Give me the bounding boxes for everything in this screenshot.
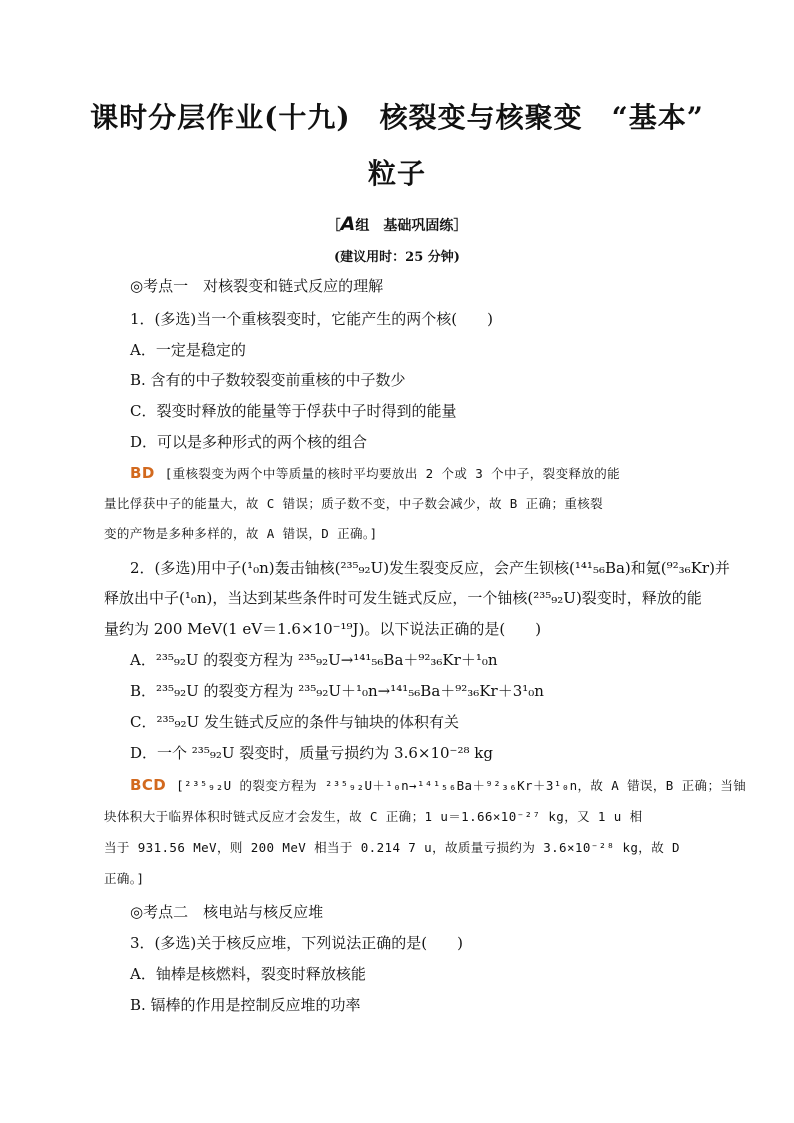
- question-1-answer: [130, 463, 620, 484]
- question-1-explanation-line3: 变的产物是多种多样的，故 A 错误，D 正确。]: [104, 526, 378, 541]
- question-1-option-d: D．可以是多种形式的两个核的组合: [130, 433, 368, 451]
- question-2-stem-line2: 释放出中子(¹₀n)，当达到某些条件时可发生链式反应，一个铀核(²³⁵₉₂U)裂变时，释放的能: [104, 589, 702, 607]
- section-heading-1: ◎考点一 对核裂变和链式反应的理解: [130, 277, 384, 295]
- question-2-option-b: B．²³⁵₉₂U 的裂变方程为 ²³⁵₉₂U＋¹₀n→¹⁴¹₅₆Ba＋⁹²₃₆Kr＋3¹₀n: [130, 682, 544, 700]
- question-2-option-d: D．一个 ²³⁵₉₂U 裂变时，质量亏损约为 3.6×10⁻²⁸ kg: [130, 744, 493, 762]
- question-1-option-a: A．一定是稳定的: [130, 341, 246, 359]
- question-2-explanation-line2: 块体积大于临界体积时链式反应才会发生，故 C 正确；1 u＝1.66×10⁻²⁷ kg，又 1 u 相: [104, 809, 643, 824]
- suggested-time: (建议用时：25 分钟): [334, 250, 460, 265]
- question-1-option-b: B. 含有的中子数较裂变前重核的中子数少: [130, 371, 406, 389]
- question-2-explanation-line1: [²³⁵₉₂U 的裂变方程为 ²³⁵₉₂U＋¹₀n→¹⁴¹₅₆Ba＋⁹²₃₆Kr＋3¹₀n，故 A 错误，B 正确；当铀: [176, 778, 747, 793]
- question-2-answer-letters: BCD: [130, 776, 167, 794]
- question-1-explanation-line1: [重核裂变为两个中等质量的核时平均要放出 2 个或 3 个中子，裂变释放的能: [164, 466, 621, 481]
- question-1-option-c: C．裂变时释放的能量等于俘获中子时得到的能量: [130, 402, 457, 420]
- question-2-stem-line3: 量约为 200 MeV(1 eV＝1.6×10⁻¹⁹J)。以下说法正确的是( ): [104, 620, 542, 638]
- question-2-option-c: C．²³⁵₉₂U 发生链式反应的条件与铀块的体积有关: [130, 713, 459, 731]
- question-2-explanation-line3: 当于 931.56 MeV，则 200 MeV 相当于 0.214 7 u，故质量亏损约为 3.6×10⁻²⁸ kg，故 D: [104, 840, 680, 855]
- question-3-stem: 3．(多选)关于核反应堆，下列说法正确的是( ): [130, 934, 463, 952]
- page-title-line2: 粒子: [367, 157, 426, 190]
- question-2-explanation-line4: 正确。]: [104, 871, 145, 886]
- question-1-answer-letters: BD: [130, 464, 155, 482]
- question-2-answer: [130, 775, 746, 796]
- group-bracket: ［: [326, 218, 341, 234]
- group-label: 组 基础巩固练］: [355, 218, 468, 234]
- question-2-stem-line1: 2．(多选)用中子(¹₀n)轰击铀核(²³⁵₉₂U)发生裂变反应，会产生钡核(¹⁴¹₅₆Ba)和氪(⁹²₃₆Kr)并: [130, 559, 730, 577]
- question-3-option-b: B. 镉棒的作用是控制反应堆的功率: [130, 996, 361, 1014]
- section-heading-2: ◎考点二 核电站与核反应堆: [130, 903, 324, 921]
- group-heading: [0, 213, 794, 235]
- question-1-stem: 1．(多选)当一个重核裂变时，它能产生的两个核( ): [130, 310, 493, 328]
- question-3-option-a: A．铀棒是核燃料，裂变时释放核能: [130, 965, 366, 983]
- group-letter: A: [340, 213, 356, 235]
- page-title-line1: 课时分层作业(十九) 核裂变与核聚变 “基本”: [90, 101, 704, 134]
- question-2-option-a: A．²³⁵₉₂U 的裂变方程为 ²³⁵₉₂U→¹⁴¹₅₆Ba＋⁹²₃₆Kr＋¹₀n: [130, 651, 498, 669]
- question-1-explanation-line2: 量比俘获中子的能量大，故 C 错误；质子数不变，中子数会减少，故 B 正确；重核裂: [104, 496, 604, 511]
